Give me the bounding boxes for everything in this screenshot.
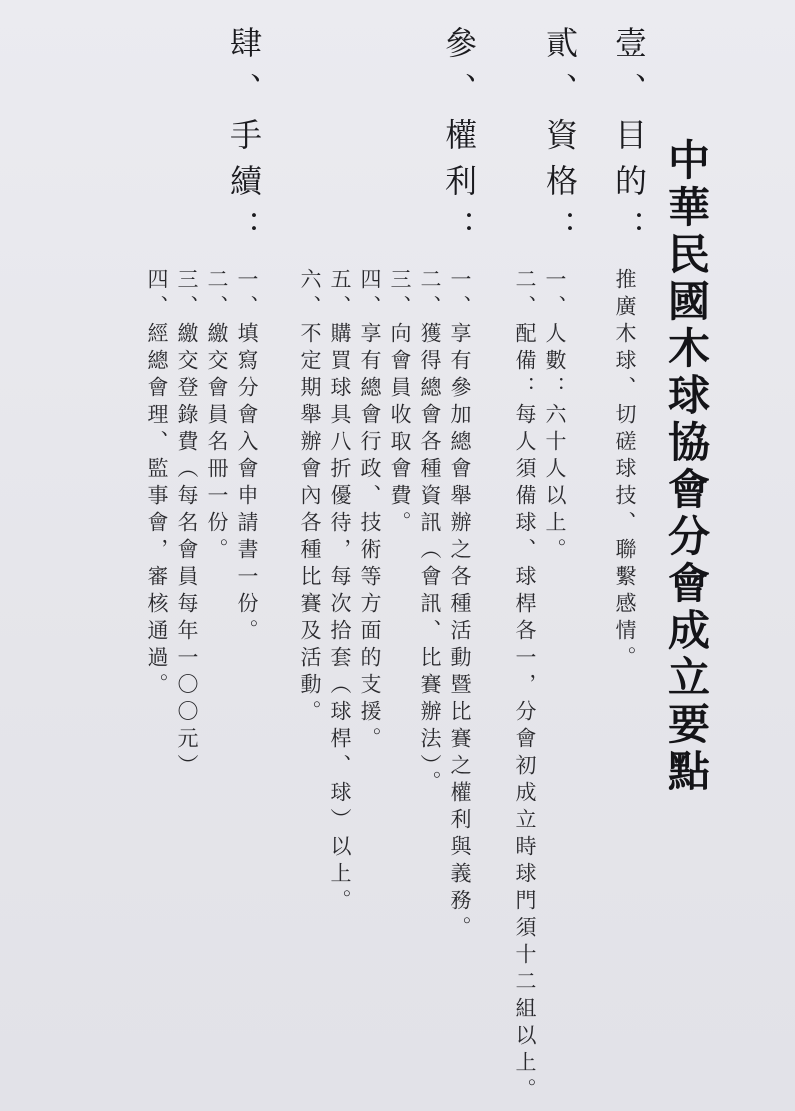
- rights-item-3: 三、向會員收取會費。: [388, 268, 412, 538]
- qualification-item-2: 二、配備：每人須備球、球桿各一，分會初成立時球門須十二組以上。: [513, 268, 537, 1105]
- procedures-item-4: 四、經總會理、監事會，審核通過。: [145, 268, 169, 700]
- qualification-item-1: 一、人數：六十人以上。: [543, 268, 567, 565]
- rights-item-4: 四、享有總會行政、技術等方面的支援。: [358, 268, 382, 754]
- section-heading-purpose: 壹、目的：: [610, 26, 648, 256]
- section-heading-rights: 參、權利：: [440, 26, 478, 256]
- document-title: 中華民國木球協會分會成立要點: [662, 138, 711, 796]
- rights-item-5: 五、購買球具八折優待，每次拾套（球桿、球）以上。: [328, 268, 352, 916]
- rights-item-1: 一、享有參加總會舉辦之各種活動暨比賽之權利與義務。: [448, 268, 472, 943]
- procedures-item-1: 一、填寫分會入會申請書一份。: [235, 268, 259, 646]
- purpose-item-1: 推廣木球、切磋球技、聯繫感情。: [613, 268, 637, 673]
- procedures-item-2: 二、繳交會員名冊一份。: [205, 268, 229, 565]
- rights-item-6: 六、不定期舉辦會內各種比賽及活動。: [298, 268, 322, 727]
- section-heading-qualification: 貳、資格：: [541, 26, 579, 256]
- procedures-item-3: 三、繳交登錄費（每名會員每年一〇〇元）: [175, 268, 199, 781]
- section-heading-procedures: 肆、手續：: [225, 26, 263, 256]
- rights-item-2: 二、獲得總會各種資訊（會訊、比賽辦法）。: [418, 268, 442, 798]
